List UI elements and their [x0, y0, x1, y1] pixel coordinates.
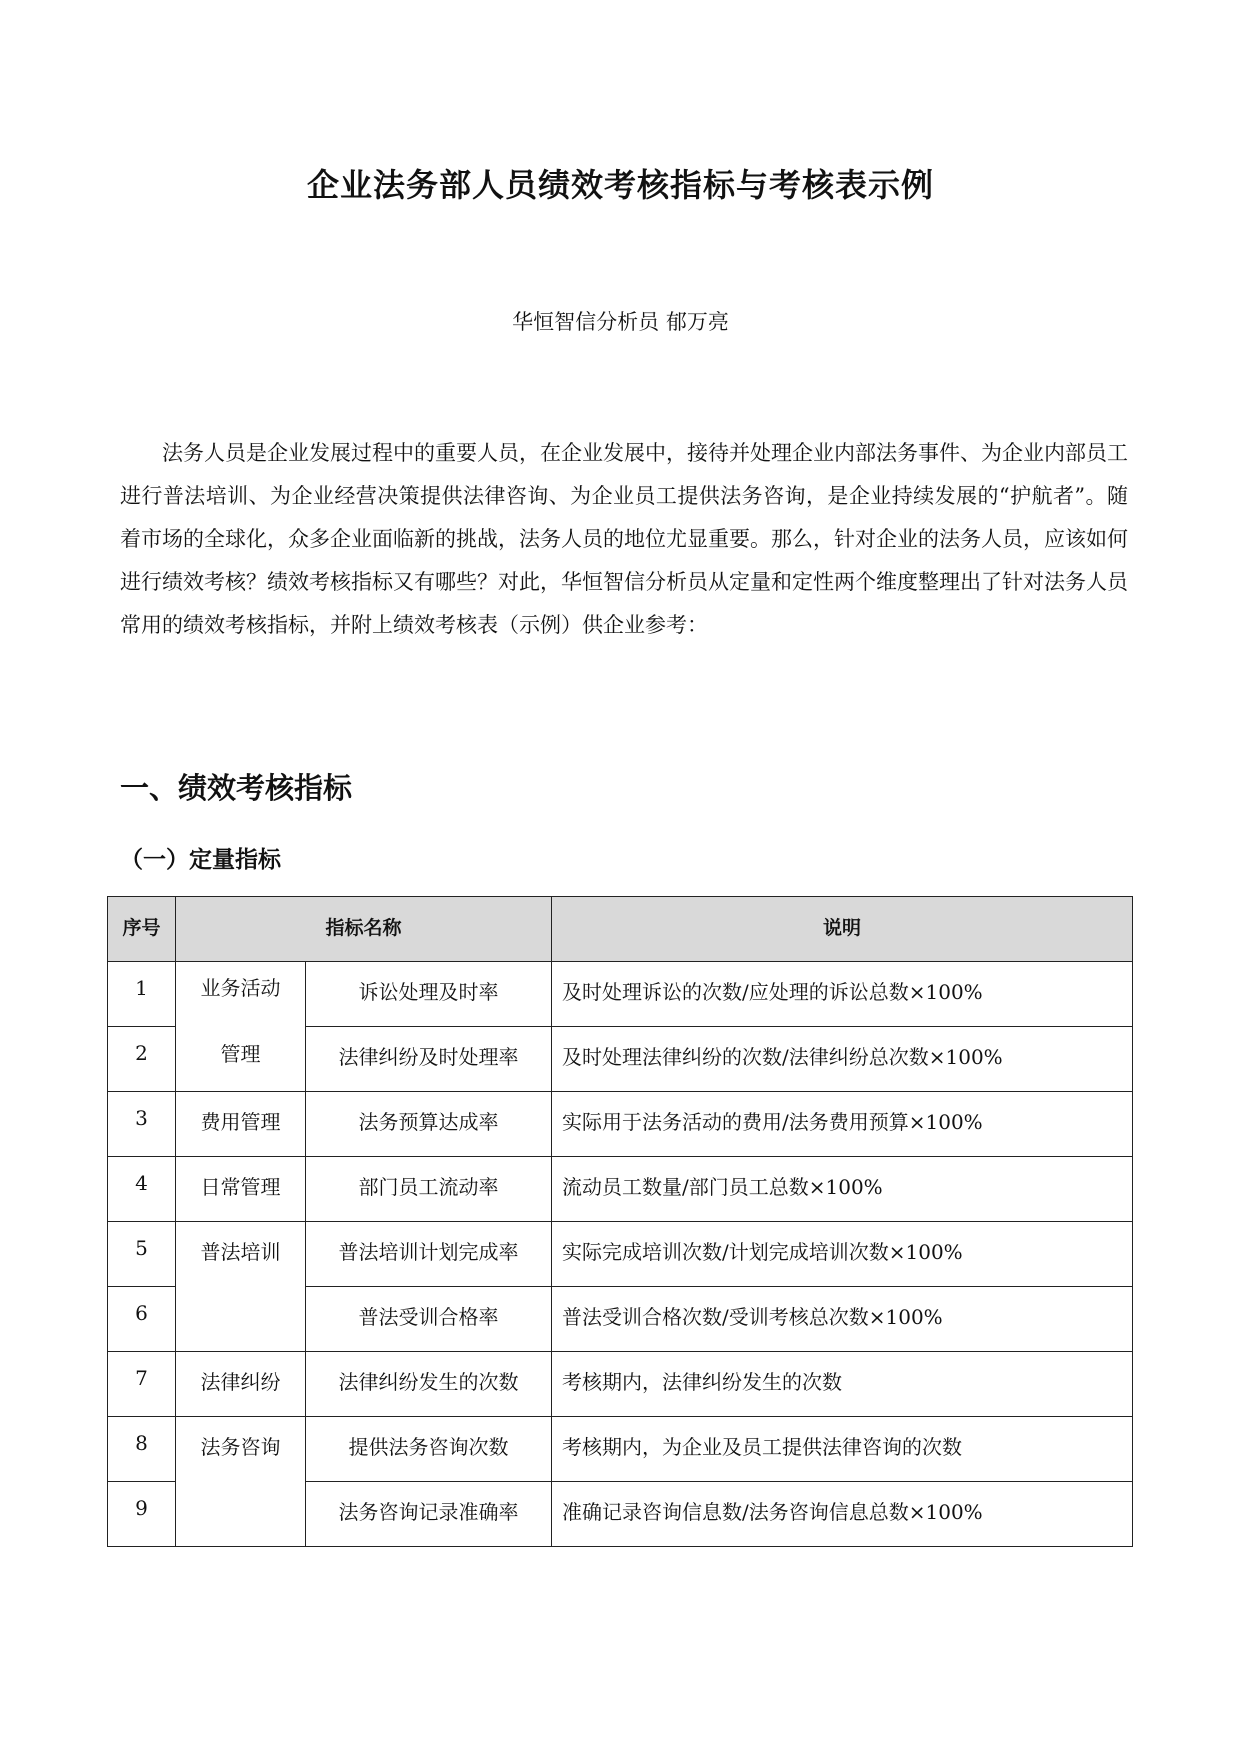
row-seq: 4 [108, 1157, 176, 1222]
table-row [108, 1222, 1133, 1287]
row-category: 费用管理 [176, 1092, 306, 1157]
table-row [108, 1157, 1133, 1222]
row-description: 及时处理诉讼的次数/应处理的诉讼总数×100% [552, 962, 1133, 1027]
row-seq: 5 [108, 1222, 176, 1287]
row-indicator: 法务咨询记录准确率 [306, 1482, 552, 1547]
table-row [108, 1092, 1133, 1157]
quantitative-metrics-table [107, 896, 1133, 1547]
table-row [108, 1352, 1133, 1417]
row-description: 及时处理法律纠纷的次数/法律纠纷总次数×100% [552, 1027, 1133, 1092]
header-description: 说明 [552, 897, 1133, 962]
row-seq: 8 [108, 1417, 176, 1482]
row-category: 法律纠纷 [176, 1352, 306, 1417]
row-seq: 1 [108, 962, 176, 1027]
row-category: 普法培训 [176, 1222, 306, 1352]
row-description: 考核期内，为企业及员工提供法律咨询的次数 [552, 1417, 1133, 1482]
table-header-row [108, 897, 1133, 962]
row-seq: 3 [108, 1092, 176, 1157]
row-seq: 7 [108, 1352, 176, 1417]
table-row [108, 962, 1133, 1027]
row-indicator: 普法受训合格率 [306, 1287, 552, 1352]
document-title: 企业法务部人员绩效考核指标与考核表示例 [306, 166, 934, 204]
row-description: 准确记录咨询信息数/法务咨询信息总数×100% [552, 1482, 1133, 1547]
row-seq: 9 [108, 1482, 176, 1547]
row-description: 普法受训合格次数/受训考核总次数×100% [552, 1287, 1133, 1352]
category-line-1: 业务活动 [200, 976, 281, 1000]
row-indicator: 普法培训计划完成率 [306, 1222, 552, 1287]
row-indicator: 部门员工流动率 [306, 1157, 552, 1222]
category-line-2: 管理 [220, 1042, 261, 1066]
row-indicator: 法务预算达成率 [306, 1092, 552, 1157]
row-seq: 2 [108, 1027, 176, 1092]
row-seq: 6 [108, 1287, 176, 1352]
section-heading: 一、绩效考核指标 [120, 771, 353, 805]
row-category: 法务咨询 [176, 1417, 306, 1547]
subsection-heading: （一）定量指标 [120, 847, 281, 873]
row-indicator: 提供法务咨询次数 [306, 1417, 552, 1482]
header-seq: 序号 [108, 897, 176, 962]
row-category: 日常管理 [176, 1157, 306, 1222]
row-description: 实际完成培训次数/计划完成培训次数×100% [552, 1222, 1133, 1287]
table-row [108, 1417, 1133, 1482]
row-indicator: 法律纠纷发生的次数 [306, 1352, 552, 1417]
intro-paragraph: 法务人员是企业发展过程中的重要人员，在企业发展中，接待并处理企业内部法务事件、为企业内部员工进行普法培训、为企业经营决策提供法律咨询、为企业员工提供法务咨询，是企业持续发展的“护航者”。随着市场的全球化，众多企业面临新的挑战，法务人员的地位尤显重要。那么，针对企业的法务人员，应该如何进行绩效考核？绩效考核指标又有哪些？对此，华恒智信分析员从定量和定性两个维度整理出了针对法务人员常用的绩效考核指标，并附上绩效考核表（示例）供企业参考： [120, 441, 1128, 637]
row-indicator: 诉讼处理及时率 [306, 962, 552, 1027]
row-description: 流动员工数量/部门员工总数×100% [552, 1157, 1133, 1222]
row-description: 实际用于法务活动的费用/法务费用预算×100% [552, 1092, 1133, 1157]
row-category [176, 962, 306, 1092]
header-indicator-name: 指标名称 [176, 897, 552, 962]
row-description: 考核期内，法律纠纷发生的次数 [552, 1352, 1133, 1417]
author-line: 华恒智信分析员 郁万亮 [512, 310, 729, 334]
row-indicator: 法律纠纷及时处理率 [306, 1027, 552, 1092]
